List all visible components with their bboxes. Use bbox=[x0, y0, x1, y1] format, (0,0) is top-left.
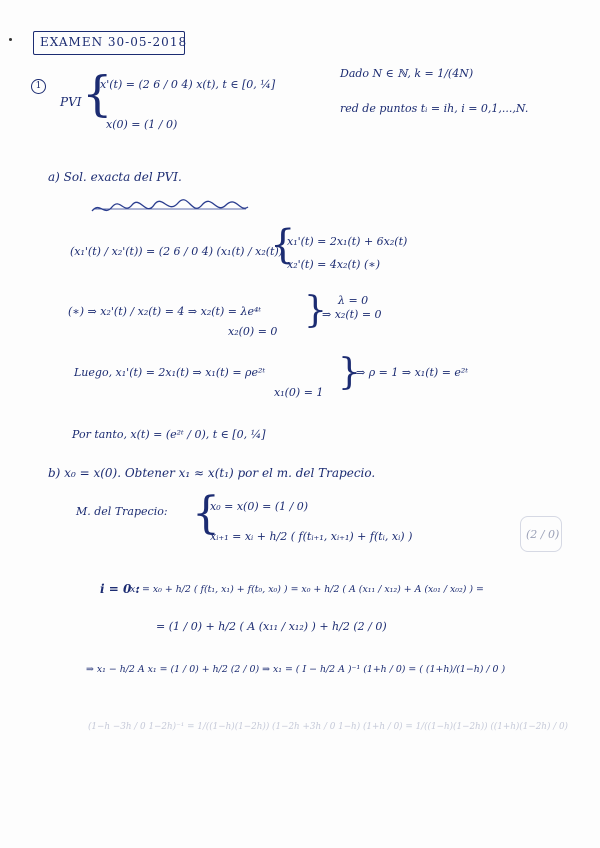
step-1-brace: } bbox=[304, 290, 327, 331]
iteration-equation-2: = (1 / 0) + h/2 ( A (x₁₁ / x₁₂) ) + h/2 (2 / 0) bbox=[156, 620, 387, 633]
step-1-equation: (∗) ⇒ x₂'(t) / x₂(t) = 4 ⇒ x₂(t) = λe⁴ᵗ bbox=[68, 305, 262, 318]
step-1-initial: x₂(0) = 0 bbox=[228, 325, 278, 338]
step-1-lambda: λ = 0 bbox=[338, 294, 369, 307]
given-statement: Dado N ∈ ℕ, k = 1/(4N) bbox=[340, 67, 474, 80]
iteration-equation: x₁ = x₀ + h/2 ( f(t₁, x₁) + f(t₀, x₀) ) = x₀ + h/2 ( A (x₁₁ / x₁₂) + A (x₀₁ / x₀₂) ) = bbox=[130, 584, 484, 595]
method-label: M. del Trapecio: bbox=[76, 505, 168, 518]
side-vector-frame bbox=[520, 516, 562, 552]
step-2-brace: } bbox=[338, 352, 361, 393]
page-title: EXAMEN 30-05-2018 bbox=[40, 35, 188, 49]
crossed-out-scribble bbox=[90, 199, 250, 219]
inverse-computation: (1−h −3h / 0 1−2h)⁻¹ = 1/((1−h)(1−2h)) (1−2h +3h / 0 1−h) (1+h / 0) = 1/((1−h)(1−2h)) ((1+h)(1−2h) / 0) bbox=[88, 722, 568, 732]
method-row-2: xᵢ₊₁ = xᵢ + h/2 ( f(tᵢ₊₁, xᵢ₊₁) + f(tᵢ, xᵢ) ) bbox=[210, 530, 413, 543]
iteration-label: i = 0 : bbox=[100, 582, 140, 596]
problem-number: 1 bbox=[31, 79, 46, 94]
method-brace: { bbox=[192, 488, 220, 539]
part-b-heading: b) x₀ = x(0). Obtener x₁ ≈ x(t₁) por el m. del Trapecio. bbox=[48, 466, 376, 480]
step-2-initial: x₁(0) = 1 bbox=[274, 386, 324, 399]
side-vector: (2 / 0) bbox=[526, 528, 560, 541]
part-a-conclusion: Por tanto, x(t) = (e²ᵗ / 0), t ∈ [0, ¼] bbox=[72, 428, 266, 441]
system-row-2: x₂'(t) = 4x₂(t) (∗) bbox=[287, 258, 381, 271]
step-2-result: ⇒ ρ = 1 ⇒ x₁(t) = e²ᵗ bbox=[356, 366, 469, 379]
solve-line: ⇒ x₁ − h/2 A x₁ = (1 / 0) + h/2 (2 / 0) ⇒ x₁ = ( I − h/2 A )⁻¹ (1+h / 0) = ( (1+h)/(1−h) / 0 ) bbox=[86, 664, 506, 675]
system-matrix-form: (x₁'(t) / x₂'(t)) = (2 6 / 0 4) (x₁(t) / x₂(t)) bbox=[70, 245, 284, 258]
system-brace: { bbox=[270, 222, 296, 268]
system-row-1: x₁'(t) = 2x₁(t) + 6x₂(t) bbox=[287, 235, 408, 248]
mesh-statement: red de puntos tᵢ = ih, i = 0,1,...,N. bbox=[340, 102, 529, 115]
part-a-heading: a) Sol. exacta del PVI. bbox=[48, 170, 182, 184]
method-row-1: x₀ = x(0) = (1 / 0) bbox=[210, 500, 309, 513]
pvi-initial-condition: x(0) = (1 / 0) bbox=[106, 118, 178, 131]
margin-dot bbox=[9, 38, 12, 41]
pvi-brace: { bbox=[82, 66, 113, 122]
pvi-label: PVI bbox=[60, 95, 82, 109]
step-1-result: ⇒ x₂(t) = 0 bbox=[322, 308, 382, 321]
step-2-equation: Luego, x₁'(t) = 2x₁(t) ⇒ x₁(t) = ρe²ᵗ bbox=[74, 366, 266, 379]
pvi-equation: x'(t) = (2 6 / 0 4) x(t), t ∈ [0, ¼] bbox=[100, 78, 276, 91]
